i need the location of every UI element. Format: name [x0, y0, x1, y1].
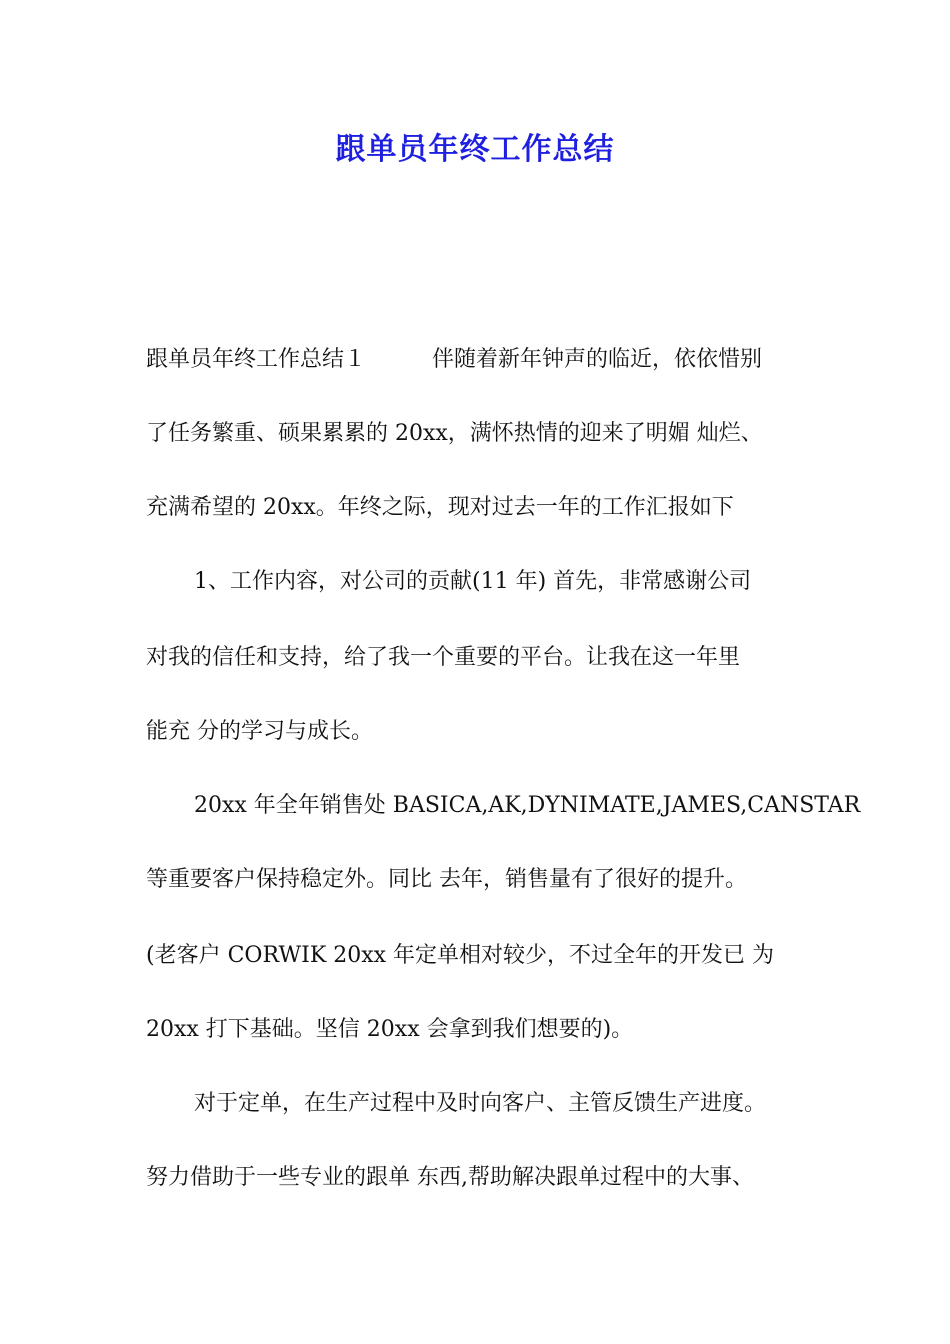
- paragraph-line-4: 1、工作内容，对公司的贡献(11 年) 首先，非常感谢公司: [194, 569, 752, 594]
- paragraph-line-10: 20xx 打下基础。坚信 20xx 会拿到我们想要的)。: [146, 1017, 634, 1042]
- paragraph-line-11: 对于定单，在生产过程中及时向客户、主管反馈生产进度。: [194, 1091, 767, 1116]
- paragraph-line-5: 对我的信任和支持，给了我一个重要的平台。让我在这一年里: [146, 645, 741, 670]
- paragraph-line-3: 充满希望的 20xx。年终之际，现对过去一年的工作汇报如下: [146, 495, 734, 520]
- paragraph-line-9: (老客户 CORWIK 20xx 年定单相对较少，不过全年的开发已 为: [146, 943, 775, 968]
- paragraph-line-1: 跟单员年终工作总结１ 伴随着新年钟声的临近，依依惜别: [146, 347, 763, 372]
- paragraph-line-8: 等重要客户保持稳定外。同比 去年，销售量有了很好的提升。: [146, 867, 747, 892]
- paragraph-line-7: 20xx 年全年销售处 BASICA,AK,DYNIMATE,JAMES,CANSTAR: [194, 793, 861, 818]
- document-title: 跟单员年终工作总结: [335, 132, 615, 167]
- paragraph-line-2: 了任务繁重、硕果累累的 20xx，满怀热情的迎来了明媚 灿烂、: [146, 421, 763, 446]
- paragraph-line-12: 努力借助于一些专业的跟单 东西,帮助解决跟单过程中的大事、: [146, 1165, 754, 1190]
- paragraph-line-6: 能充 分的学习与成长。: [146, 719, 373, 744]
